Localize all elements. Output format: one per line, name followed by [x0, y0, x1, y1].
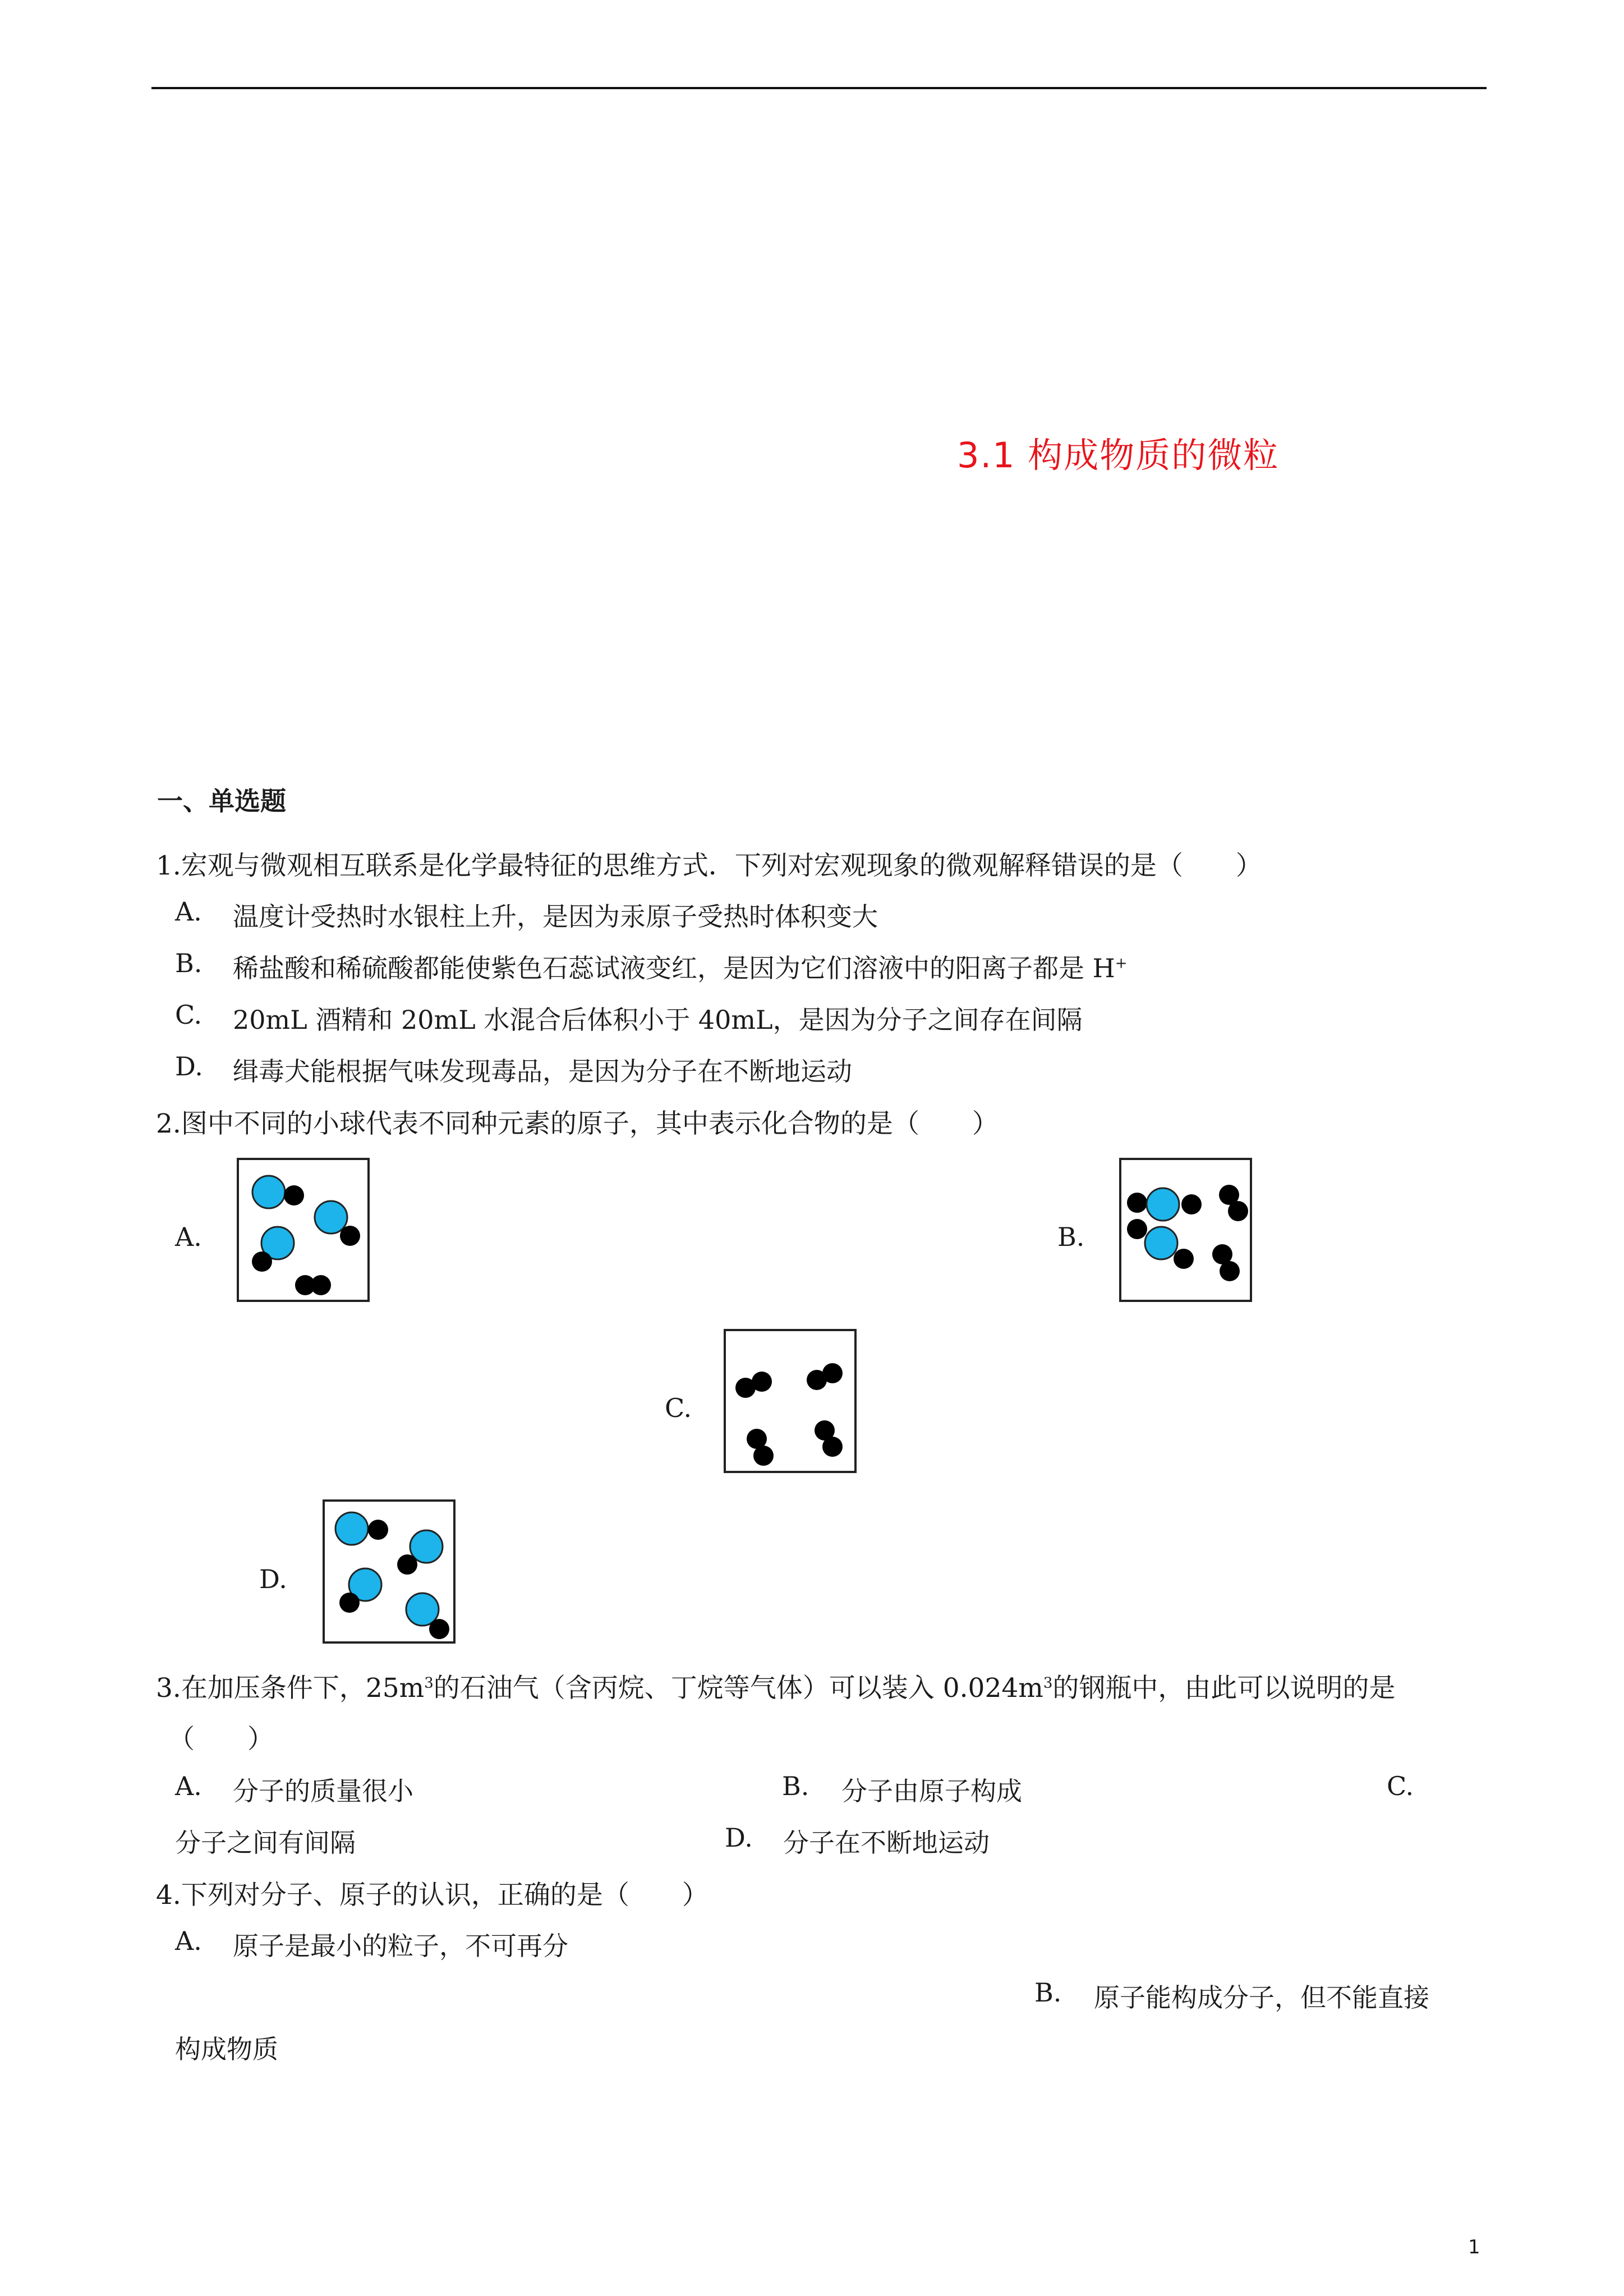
q3-option-a-text: 分子的质量很小: [233, 1776, 413, 1806]
atom: [1174, 1249, 1194, 1269]
atom: [410, 1530, 443, 1563]
atom: [1145, 1227, 1177, 1259]
question-2-stem: 2.图中不同的小球代表不同种元素的原子，其中表示化合物的是（ ）: [156, 1108, 999, 1139]
atom: [1228, 1201, 1248, 1221]
atom: [822, 1437, 843, 1457]
atom: [335, 1512, 368, 1545]
atom: [1127, 1219, 1147, 1239]
q2-diagram-c: [724, 1329, 857, 1473]
q2-option-c-letter: C.: [665, 1393, 692, 1423]
q1-option-a-text: 温度计受热时水银柱上升，是因为汞原子受热时体积变大: [233, 901, 878, 932]
q3-option-c-letter: C.: [1387, 1771, 1414, 1801]
atom: [311, 1275, 331, 1295]
atom: [284, 1185, 304, 1205]
diagram-d-svg: [325, 1502, 458, 1646]
q1-option-c-letter: C.: [175, 1000, 203, 1030]
atom: [753, 1446, 774, 1466]
question-3-stem: 3.在加压条件下，$25m^3$的石油气（含丙烷、丁烷等气体）可以装入 $0.024m^3$的钢瓶中，由此可以说明的是: [156, 1673, 1396, 1704]
atom: [252, 1251, 272, 1272]
q1-option-d-text: 缉毒犬能根据气味发现毒品，是因为分子在不断地运动: [233, 1056, 852, 1087]
q2-option-a-letter: A.: [175, 1222, 202, 1252]
q2-diagram-b: [1119, 1158, 1252, 1302]
q3-option-a-letter: A.: [175, 1771, 202, 1801]
q2-option-b-letter: B.: [1057, 1222, 1085, 1252]
q4-option-b-letter: B.: [1034, 1977, 1062, 2008]
question-1-stem: 1.宏观与微观相互联系是化学最特征的思维方式．下列对宏观现象的微观解释错误的是（ ）: [156, 850, 1262, 881]
atom: [1220, 1261, 1240, 1281]
q4-option-b-text: 原子能构成分子，但不能直接: [1094, 1982, 1429, 2013]
atom: [340, 1226, 360, 1246]
diagram-a-svg: [239, 1160, 372, 1304]
q3-option-c-text: 分子之间有间隔: [175, 1828, 356, 1858]
atom: [397, 1554, 417, 1575]
q2-option-d-letter: D.: [259, 1564, 287, 1594]
q4-option-a-text: 原子是最小的粒子，不可再分: [233, 1931, 568, 1961]
atom: [315, 1201, 347, 1234]
atom: [752, 1372, 772, 1392]
q4-option-b-text-line2: 构成物质: [175, 2034, 278, 2064]
q3-option-b-text: 分子由原子构成: [841, 1776, 1022, 1806]
section-heading: 一、单选题: [157, 786, 286, 816]
question-4-stem: 4.下列对分子、原子的认识，正确的是（ ）: [156, 1880, 709, 1911]
header-rule: [151, 87, 1487, 89]
page-number: 1: [1468, 2236, 1480, 2258]
page-title: 3.1 构成物质的微粒: [957, 435, 1280, 476]
question-3-stem-line2: （ ）: [168, 1724, 274, 1755]
atom: [339, 1593, 360, 1613]
atom: [368, 1520, 388, 1540]
q2-diagram-d: [323, 1499, 456, 1644]
q1-option-c-text: 20mL 酒精和 20mL 水混合后体积小于 40mL，是因为分子之间存在间隔: [233, 1005, 1083, 1035]
q1-option-b-letter: B.: [175, 948, 203, 978]
diagram-c-svg: [726, 1331, 859, 1475]
q1-option-a-letter: A.: [175, 896, 202, 927]
atom: [822, 1363, 843, 1383]
q1-option-b-text: 稀盐酸和稀硫酸都能使紫色石蕊试液变红，是因为它们溶液中的阳离子都是 H+: [233, 953, 1128, 983]
q3-option-b-letter: B.: [782, 1771, 809, 1801]
diagram-b-svg: [1121, 1160, 1254, 1304]
q4-option-a-letter: A.: [175, 1926, 202, 1956]
q3-option-d-text: 分子在不断地运动: [783, 1828, 990, 1858]
atom: [1147, 1188, 1179, 1221]
q1-option-d-letter: D.: [175, 1051, 203, 1082]
q3-option-d-letter: D.: [725, 1823, 753, 1853]
atom: [1127, 1193, 1147, 1213]
q2-diagram-a: [237, 1158, 370, 1302]
atom: [252, 1176, 285, 1208]
atom: [1181, 1194, 1202, 1214]
atom: [429, 1619, 449, 1639]
